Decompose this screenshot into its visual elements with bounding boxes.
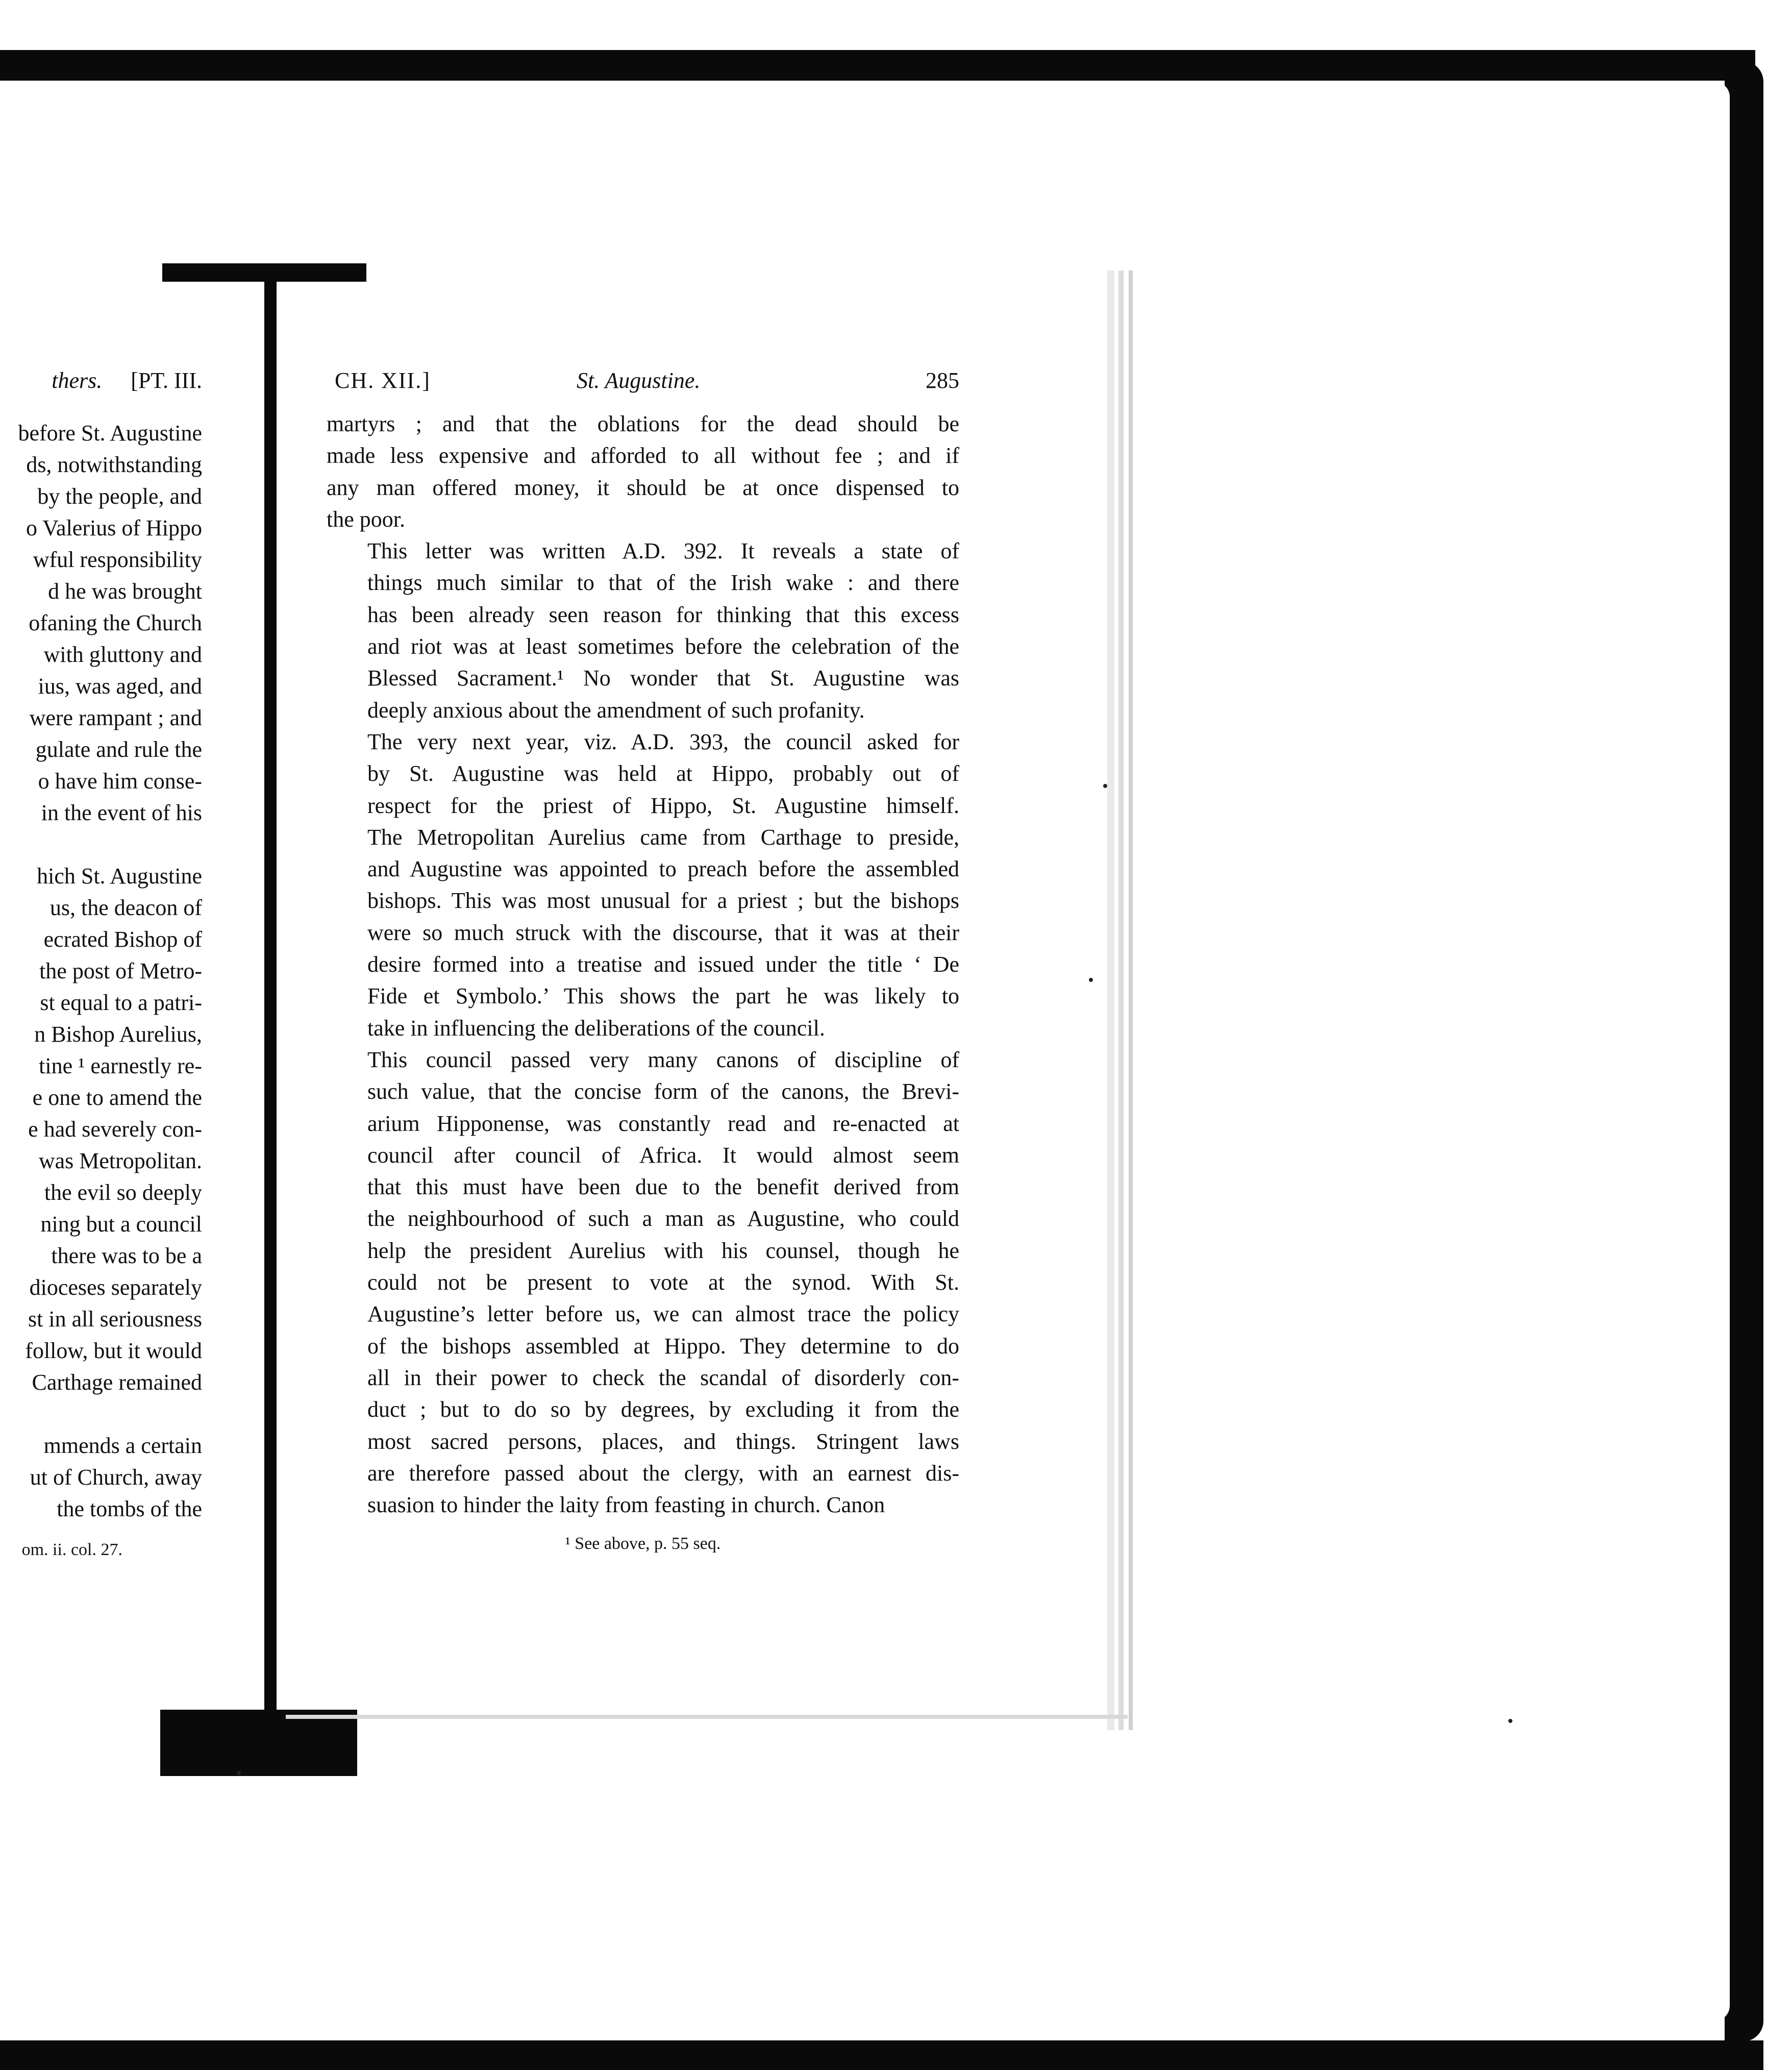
speck [1089, 978, 1093, 982]
text-line: most sacred persons, places, and things. Stringent laws [367, 1428, 959, 1454]
text-line: The very next year, viz. A.D. 393, the council asked for [367, 729, 959, 754]
left-text-line: follow, but it would [25, 1338, 202, 1363]
left-text-line: wful responsibility [33, 547, 202, 572]
text-line: suasion to hinder the laity from feasting in church. Canon [367, 1492, 885, 1518]
left-text-line: there was to be a [51, 1243, 202, 1268]
text-line: The Metropolitan Aurelius came from Carthage to preside, [367, 824, 959, 850]
text-line: deeply anxious about the amendment of such profanity. [367, 697, 865, 723]
left-text-line: by the people, and [37, 484, 202, 509]
paragraph [327, 408, 959, 535]
paragraph [327, 535, 959, 726]
paragraph [327, 726, 959, 1044]
scan-frame-right [1725, 61, 1763, 2041]
text-line: all in their power to check the scandal of disorderly con- [367, 1365, 959, 1390]
text-line: respect for the priest of Hippo, St. Augustine himself. [367, 793, 959, 818]
text-line: This council passed very many canons of discipline of [367, 1047, 959, 1072]
text-line: martyrs ; and that the oblations for the dead should be [327, 411, 959, 436]
left-text-line: ecrated Bishop of [43, 927, 202, 952]
text-line: the neighbourhood of such a man as Augustine, who could [367, 1206, 959, 1231]
left-text-line: st equal to a patri- [40, 990, 202, 1015]
text-line: arium Hipponense, was constantly read and re-enacted at [367, 1111, 959, 1136]
speck [1508, 1719, 1512, 1723]
text-line: such value, that the concise form of the canons, the Brevi- [367, 1079, 959, 1104]
speck [237, 1771, 241, 1775]
page-edge [1107, 270, 1114, 1730]
scan-frame-right-inner [1709, 82, 1730, 2021]
text-line: bishops. This was most unusual for a priest ; but the bishops [367, 888, 959, 914]
left-text-line: ds, notwithstanding [26, 452, 202, 477]
text-line: are therefore passed about the clergy, with an earnest dis- [367, 1460, 959, 1486]
left-text-line: gulate and rule the [35, 737, 202, 762]
body-text [327, 408, 959, 1521]
text-line: the poor. [327, 506, 405, 532]
left-text-line: o have him conse- [38, 769, 202, 794]
text-line: any man offered money, it should be at once dispensed to [327, 475, 959, 500]
left-running-title: thers. [52, 368, 103, 393]
left-text-line: were rampant ; and [29, 705, 202, 730]
page-bottom-edge [286, 1715, 1128, 1719]
left-part-label: [PT. III. [131, 368, 202, 393]
text-line: by St. Augustine was held at Hippo, probably out of [367, 761, 959, 786]
text-line: has been already seen reason for thinking that this excess [367, 602, 959, 627]
left-text-line: tine ¹ earnestly re- [39, 1053, 202, 1078]
left-footnote: om. ii. col. 27. [21, 1540, 122, 1559]
text-line: of the bishops assembled at Hippo. They determine to do [367, 1333, 959, 1359]
left-text-line: st in all seriousness [28, 1307, 202, 1332]
left-text-line: the post of Metro- [39, 958, 202, 983]
text-line: could not be present to vote at the synod. With St. [367, 1270, 959, 1295]
gutter-bottom-block [160, 1710, 357, 1776]
left-text-line: dioceses separately [29, 1275, 202, 1300]
left-text-line: before St. Augustine [18, 421, 202, 446]
text-line: help the president Aurelius with his counsel, though he [367, 1238, 959, 1263]
left-text-line: Carthage remained [32, 1370, 202, 1395]
running-title: St. Augustine. [577, 368, 701, 393]
scan-frame-bottom [0, 2040, 1763, 2070]
left-text-line: e had severely con- [28, 1117, 202, 1142]
left-text-line: ofaning the Church [29, 610, 202, 635]
left-text-line: ut of Church, away [30, 1465, 202, 1490]
chapter-label: CH. XII.] [335, 368, 431, 393]
text-line: council after council of Africa. It would almost seem [367, 1142, 959, 1168]
left-text-line: was Metropolitan. [38, 1148, 202, 1173]
left-text-line: with gluttony and [43, 642, 202, 667]
left-text-line: ius, was aged, and [38, 674, 202, 699]
page-edge [1118, 270, 1124, 1730]
left-text-line: in the event of his [41, 800, 202, 825]
running-head [327, 367, 959, 408]
speck [1103, 784, 1107, 788]
left-page [0, 367, 204, 1592]
text-line: duct ; but to do so by degrees, by excluding it from the [367, 1397, 959, 1422]
left-text-line: the evil so deeply [44, 1180, 202, 1205]
left-text-line: hich St. Augustine [37, 864, 202, 889]
left-running-head [52, 367, 202, 393]
footnote: ¹ See above, p. 55 seq. [565, 1534, 721, 1554]
page-edge [1129, 270, 1133, 1730]
left-text-line: mmends a certain [43, 1433, 202, 1458]
text-line: things much similar to that of the Irish wake : and there [367, 570, 959, 596]
text-line: made less expensive and afforded to all without fee ; and if [327, 443, 959, 469]
text-line: and Augustine was appointed to preach before the assembled [367, 856, 959, 882]
text-line: Blessed Sacrament.¹ No wonder that St. Augustine was [367, 666, 959, 691]
left-text-line: d he was brought [48, 579, 202, 604]
left-text-line: the tombs of the [57, 1496, 202, 1521]
right-page [327, 367, 959, 1554]
text-line: Fide et Symbolo.’ This shows the part he was likely to [367, 983, 959, 1009]
paragraph [327, 1044, 959, 1521]
left-text-line: ning but a council [40, 1212, 202, 1237]
text-line: Augustine’s letter before us, we can almost trace the policy [367, 1301, 959, 1327]
text-line: desire formed into a treatise and issued under the title ‘ De [367, 952, 959, 977]
left-text-line: n Bishop Aurelius, [34, 1022, 202, 1047]
text-line: and riot was at least sometimes before the celebration of the [367, 634, 959, 659]
text-line: take in influencing the deliberations of the council. [367, 1015, 825, 1041]
left-text-line: e one to amend the [32, 1085, 202, 1110]
left-text-line: o Valerius of Hippo [26, 515, 202, 540]
text-line: were so much struck with the discourse, that it was at their [367, 920, 959, 945]
text-line: This letter was written A.D. 392. It reveals a state of [367, 538, 959, 564]
page-number: 285 [926, 368, 959, 393]
gutter-binding [264, 270, 277, 1730]
left-text-line: us, the deacon of [49, 895, 202, 920]
text-line: that this must have been due to the benefit derived from [367, 1174, 959, 1200]
scan-frame-top [0, 50, 1755, 81]
